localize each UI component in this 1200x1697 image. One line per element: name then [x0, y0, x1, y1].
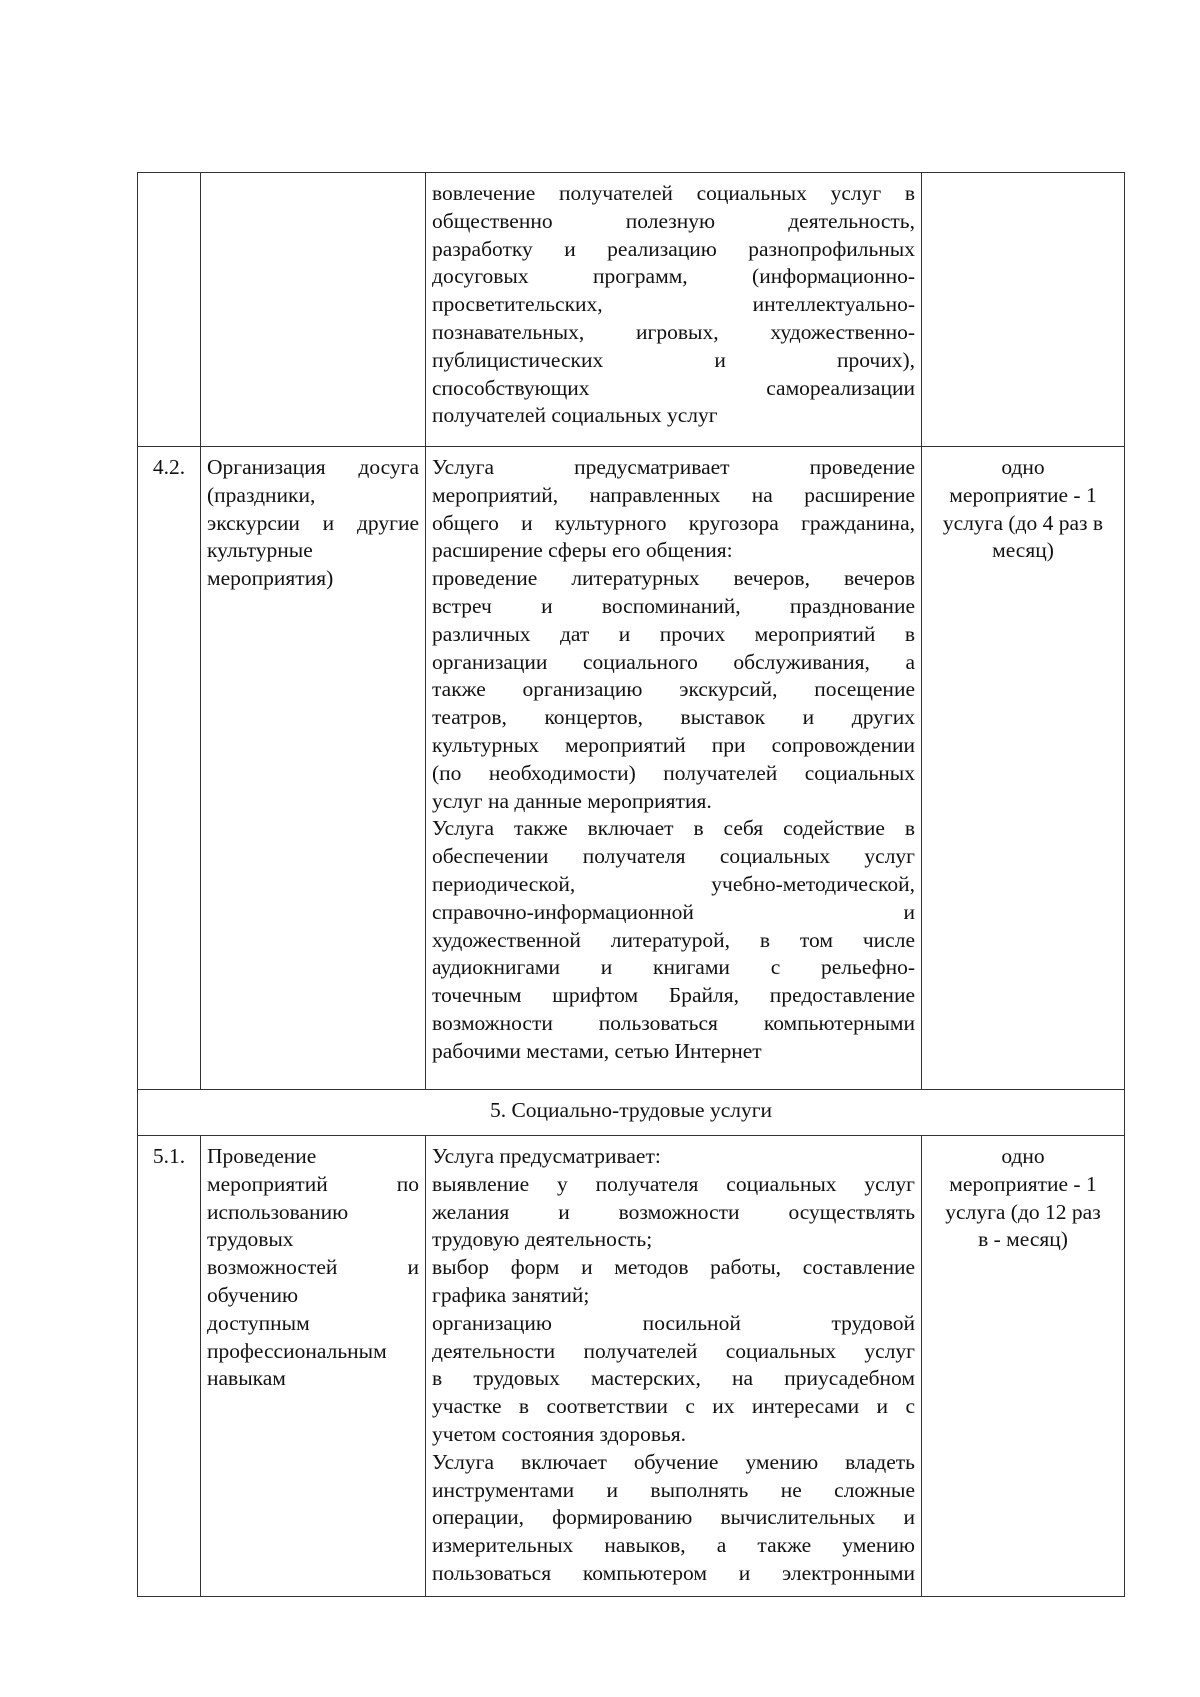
norm-line: месяц) [992, 538, 1054, 563]
text-line: публицистических и прочих), [432, 347, 915, 372]
service-norm-cell [922, 173, 1125, 447]
text-line: Услуга включает обучение умению владеть [432, 1449, 915, 1474]
service-description-cell [426, 1136, 922, 1597]
norm-line: мероприятие - 1 [949, 482, 1097, 507]
text-line: культурных мероприятий при сопровождении [432, 732, 915, 757]
service-norm-cell [922, 447, 1125, 1090]
section-header-row [138, 1090, 1125, 1136]
text-line: мероприятий по [207, 1171, 419, 1196]
text-line: организацию посильной трудовой [432, 1310, 915, 1335]
service-name-cell [201, 447, 426, 1090]
text-line: разработку и реализацию разнопрофильных [432, 236, 915, 261]
text-line: познавательных, игровых, художественно- [432, 319, 915, 344]
text-line: мероприятий, направленных на расширение [432, 482, 915, 507]
text-line: Услуга предусматривает проведение [432, 455, 915, 479]
norm-line: одно [1001, 1144, 1045, 1168]
table-row-4-2 [138, 447, 1125, 1090]
text-line: (по необходимости) получателей социальных [432, 760, 915, 785]
row-number-cell [138, 173, 201, 447]
norm-line: мероприятие - 1 [949, 1171, 1097, 1196]
service-description-cell [426, 173, 922, 447]
text-line: Организация досуга [207, 455, 419, 479]
text-line: навыкам [207, 1366, 286, 1391]
text-line: культурные [207, 538, 313, 563]
text-line: просветительских, интеллектуально- [432, 292, 915, 317]
text-line: Проведение [207, 1144, 317, 1168]
section-title: 5. Социально-трудовые услуги [138, 1090, 1125, 1136]
text-line: желания и возможности осуществлять [432, 1199, 915, 1224]
norm-line: в - месяц) [978, 1227, 1068, 1252]
service-name-cell [201, 173, 426, 447]
text-line: измерительных навыков, а также умению [432, 1533, 915, 1558]
service-description-cell [426, 447, 922, 1090]
text-line: общего и культурного кругозора гражданина, [432, 510, 915, 535]
text-line: обучению [207, 1282, 299, 1307]
text-line: выбор форм и методов работы, составление [432, 1255, 915, 1280]
text-line: в трудовых мастерских, на приусадебном [432, 1366, 915, 1391]
norm-line: одно [1001, 455, 1045, 479]
text-line: графика занятий; [432, 1282, 590, 1307]
text-line: использованию [207, 1199, 349, 1224]
text-line: досуговых программ, (информационно- [432, 264, 915, 289]
text-line: точечным шрифтом Брайля, предоставление [432, 983, 915, 1008]
norm-line: услуга (до 12 раз [945, 1199, 1101, 1224]
services-table [137, 172, 1125, 1597]
text-line: инструментами и выполнять не сложные [432, 1477, 915, 1502]
text-line: встреч и воспоминаний, празднование [432, 593, 915, 618]
text-line: возможности пользоваться компьютерными [432, 1010, 915, 1035]
text-line: трудовых [207, 1227, 294, 1252]
text-line: учетом состояния здоровья. [432, 1421, 687, 1446]
text-line: аудиокнигами и книгами с рельефно- [432, 955, 915, 980]
text-line: рабочими местами, сетью Интернет [432, 1038, 762, 1063]
text-line: организации социального обслуживания, а [432, 649, 915, 674]
text-line: расширение сферы его общения: [432, 538, 733, 563]
text-line: театров, концертов, выставок и других [432, 705, 915, 730]
text-line: экскурсии и другие [207, 510, 419, 535]
text-line: различных дат и прочих мероприятий в [432, 621, 915, 646]
row-number-cell: 4.2. [138, 447, 201, 1090]
text-line: периодической, учебно-методической, [432, 871, 915, 896]
text-line: вовлечение получателей социальных услуг в [432, 181, 915, 205]
service-norm-cell [922, 1136, 1125, 1597]
table-row-5-1 [138, 1136, 1125, 1597]
text-line: также организацию экскурсий, посещение [432, 677, 915, 702]
text-line: участке в соответствии с их интересами и с [432, 1394, 915, 1419]
text-line: мероприятия) [207, 566, 334, 591]
text-line: (праздники, [207, 482, 316, 507]
text-line: доступным [207, 1310, 310, 1335]
text-line: деятельности получателей социальных услуг [432, 1338, 915, 1363]
service-name-cell [201, 1136, 426, 1597]
table-row-continuation [138, 173, 1125, 447]
text-line: операции, формированию вычислительных и [432, 1505, 915, 1530]
text-line: Услуга предусматривает: [432, 1144, 661, 1168]
text-line: возможностей и [207, 1255, 419, 1280]
text-line: трудовую деятельность; [432, 1227, 653, 1252]
text-line: обеспечении получателя социальных услуг [432, 844, 915, 869]
text-line: пользоваться компьютером и электронными [432, 1560, 915, 1585]
text-line: общественно полезную деятельность, [432, 208, 915, 233]
text-line: художественной литературой, в том числе [432, 927, 915, 952]
text-line: профессиональным [207, 1338, 387, 1363]
text-line: Услуга также включает в себя содействие в [432, 816, 915, 841]
text-line: получателей социальных услуг [432, 403, 718, 428]
text-line: способствующих самореализации [432, 375, 915, 400]
text-line: услуг на данные мероприятия. [432, 788, 712, 813]
text-line: выявление у получателя социальных услуг [432, 1171, 915, 1196]
row-number-cell: 5.1. [138, 1136, 201, 1597]
text-line: справочно-информационной и [432, 899, 915, 924]
text-line: проведение литературных вечеров, вечеров [432, 566, 915, 591]
norm-line: услуга (до 4 раз в [942, 510, 1104, 535]
